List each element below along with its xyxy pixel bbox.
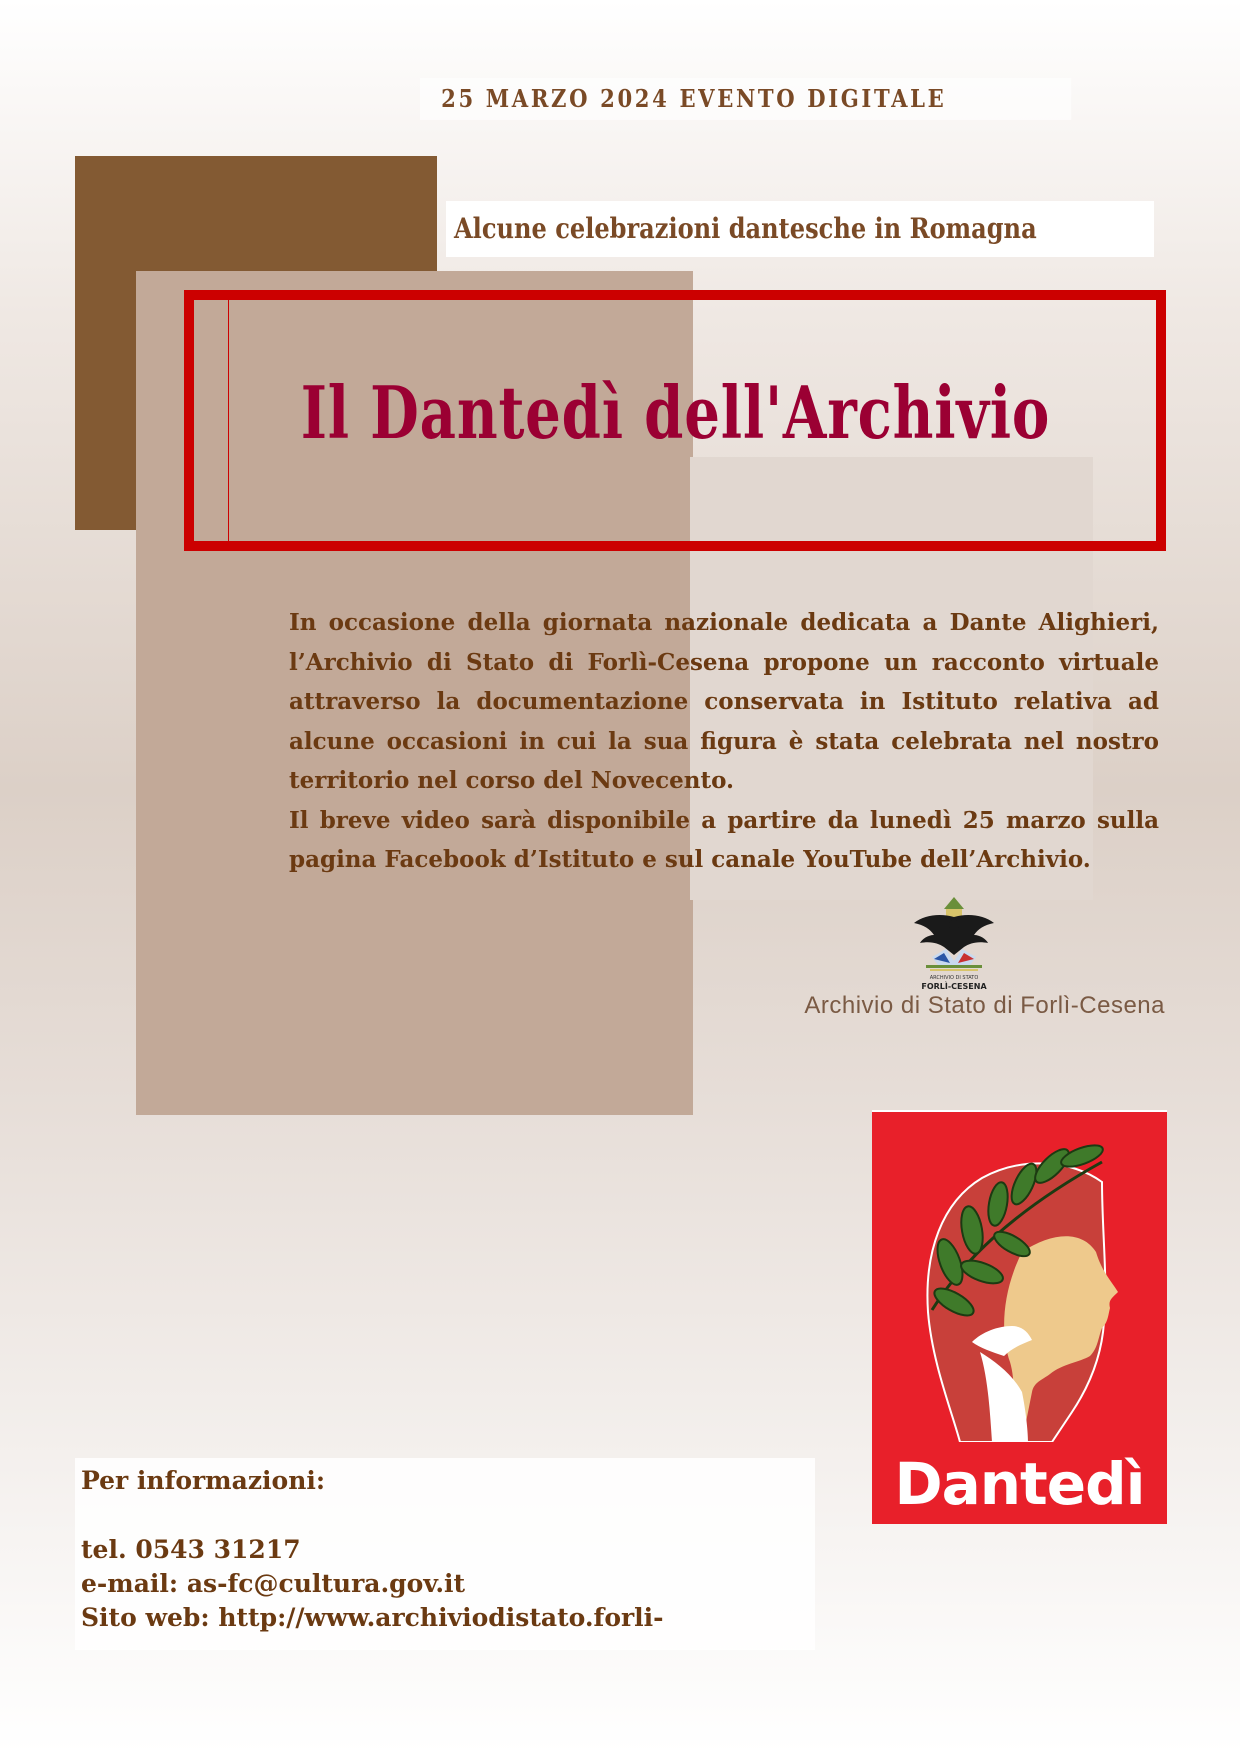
event-date-line: 25 MARZO 2024 EVENTO DIGITALE: [420, 78, 1071, 120]
dante-profile-laurel-icon: [872, 1112, 1167, 1442]
subtitle-box: [446, 201, 1154, 257]
eagle-crest-icon: [910, 895, 998, 995]
logo-small-text-1: ARCHIVIO DI STATO: [929, 975, 979, 981]
logo-caption: Archivio di Stato di Forlì-Cesena: [804, 992, 1165, 1019]
subtitle-text: Alcune celebrazioni dantesche in Romagna: [454, 212, 1037, 245]
info-tel: tel. 0543 31217: [81, 1535, 301, 1564]
info-email: e-mail: as-fc@cultura.gov.it: [81, 1569, 466, 1598]
info-website: Sito web: http://www.archiviodistato.forli-: [81, 1603, 664, 1632]
main-title: [184, 370, 1166, 455]
info-heading: Per informazioni:: [81, 1466, 326, 1495]
main-title-text: Il Dantedì dell'Archivio: [300, 370, 1050, 455]
dantedi-word: Dantedì: [894, 1450, 1145, 1518]
body-paragraph-2: Il breve video sarà disponibile a partire da lunedì 25 marzo sulla pagina Facebook d’Istituto e sul canale YouTube dell’Archivio.: [289, 806, 1159, 873]
body-paragraph-1: In occasione della giornata nazionale dedicata a Dante Alighieri, l’Archivio di Stato di Forlì-Cesena propone un racconto virtuale attraverso la documentazione conservata in Istituto relativa ad alcune occasioni in cui la sua figura è stata celebrata nel nostro territorio nel corso del Novecento.: [289, 609, 1159, 794]
logo-small-text-2: FORLÌ-CESENA: [921, 982, 987, 991]
body-text: [289, 603, 1159, 880]
